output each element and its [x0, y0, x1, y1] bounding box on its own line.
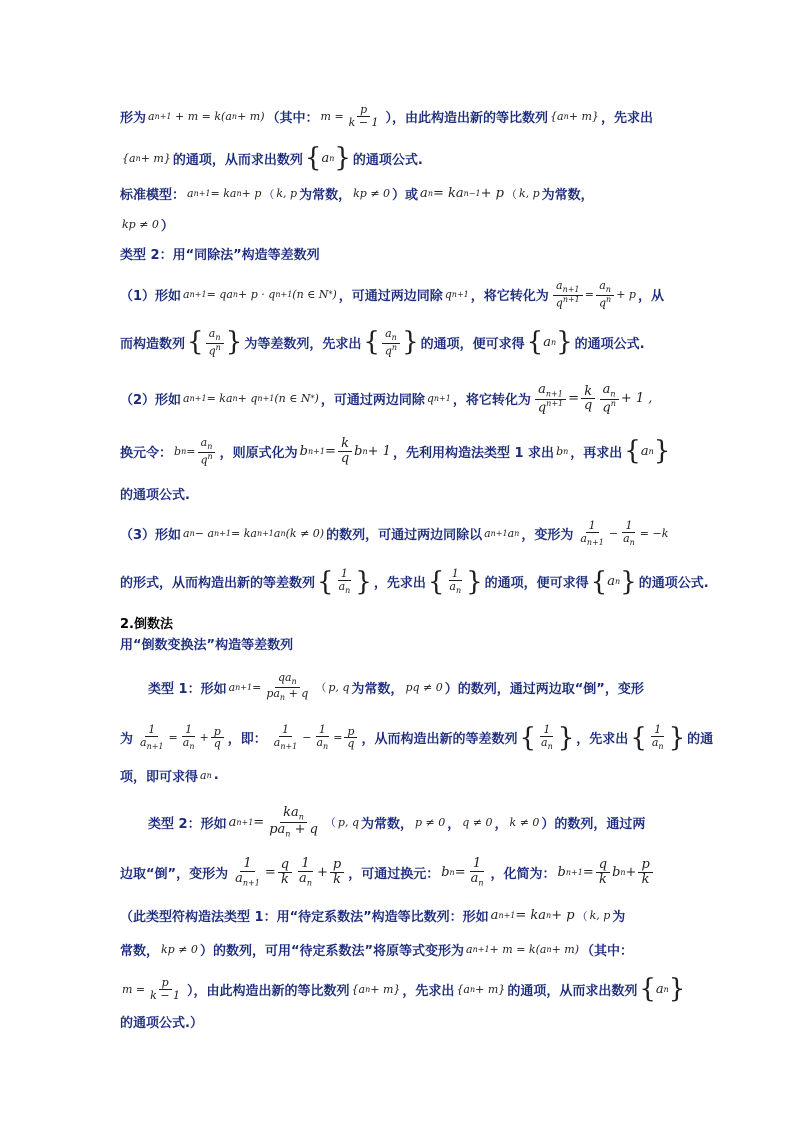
text: 而构造数列 — [120, 336, 186, 352]
text: 边取“倒”，变形为 — [120, 866, 229, 882]
text: 为 — [120, 732, 134, 748]
text-line-17 — [120, 906, 625, 925]
math: { a n } — [590, 566, 637, 597]
math: $\frac{1}{a_{n+1}}$ − $\frac{1}{a_n}$ = −k — [580, 519, 669, 547]
math: b n — [556, 444, 569, 458]
text: ，可通过两边同除 — [320, 393, 425, 409]
math: m = $\frac{p}{k - 1}$ — [122, 975, 181, 1002]
text-line-16 — [120, 857, 657, 888]
text: 的数列，可通过两边同除以 — [326, 528, 483, 544]
text: 的通 — [687, 732, 714, 748]
math: { $\frac{1}{a_n}$ } — [317, 566, 372, 597]
text: 的通项公式. — [638, 576, 709, 592]
text: ，先求出 — [576, 732, 629, 748]
math: $\frac{a_{n+1}}{q^{n+1}}$ = $\frac{k}{q}$ $\frac{a_n}{q^n}$ + 1 , — [533, 383, 653, 415]
math: {a n + m} — [550, 109, 599, 123]
text: ），由此构造出新的等比数列 — [187, 983, 350, 999]
text-line-6 — [120, 328, 645, 357]
text: 类型 2：形如 — [148, 816, 227, 832]
math: b n+1 = $\frac{q}{k}$ b n + $\frac{p}{k}$ — [558, 858, 655, 886]
math: k, p — [276, 187, 298, 200]
text: 的通项公式.） — [120, 1016, 203, 1031]
text-line-8 — [120, 437, 672, 466]
math: { a n } — [624, 436, 671, 467]
text: 为常数， — [541, 188, 594, 203]
math: a n − a n+1 = ka n+1 a n (k ≠ 0) — [183, 527, 325, 541]
text: 为 — [612, 910, 626, 925]
math: {a n + m} — [456, 982, 506, 996]
math: a n — [200, 769, 212, 782]
math: { $\frac{1}{a_n}$ } — [630, 722, 686, 753]
text: ，将它转化为 — [452, 393, 531, 409]
text-line-2 — [120, 145, 423, 171]
math: a n+1 = $\frac{ka_n}{pa_n + q}$ — [228, 805, 318, 839]
text-line-19 — [120, 976, 687, 1002]
math: b n+1 = $\frac{k}{q}$ b n + 1 — [299, 436, 391, 466]
text: 形为 — [120, 110, 147, 126]
text: ）或 — [392, 188, 419, 203]
math: { $\frac{1}{a_n}$ } — [427, 566, 483, 597]
text: （ — [505, 187, 517, 201]
text: ，可通过换元： — [348, 866, 440, 882]
text: ， — [494, 816, 508, 832]
math: k ≠ 0 — [509, 815, 540, 829]
math: m = $\frac{p}{k - 1}$ — [320, 103, 379, 129]
math: pq ≠ 0 — [405, 680, 443, 694]
text: ，将它转化为 — [470, 288, 549, 304]
text: 的通项，从而求出数列 — [172, 152, 303, 168]
text: ， — [447, 816, 461, 832]
text: 的通项，便可求得 — [420, 336, 525, 352]
math: a n+1 = ka n + p — [187, 187, 262, 200]
math: {a n + m} — [122, 151, 171, 165]
text: 的形式，从而构造出新的等差数列 — [120, 576, 316, 592]
math: {a n + m} — [351, 982, 401, 996]
text: （ — [324, 816, 336, 830]
text-line-14 — [120, 766, 219, 785]
math: a n+1 + m = k(a n + m) — [466, 943, 580, 956]
section-heading-2 — [120, 613, 173, 632]
text: （其中： — [581, 944, 634, 959]
text: （1）形如 — [120, 288, 182, 304]
text: ）的数列，通过两 — [541, 816, 646, 832]
text-line-15 — [148, 806, 645, 839]
text: ，先求出 — [402, 983, 455, 999]
text: 的通项公式. — [120, 488, 190, 503]
text-line-18 — [120, 940, 633, 959]
math: k, p — [589, 909, 611, 922]
text: （其中： — [266, 110, 319, 126]
text: （2）形如 — [120, 393, 182, 409]
math: a n+1 = qa n + p · q n+1 (n ∈ N * ) — [183, 287, 337, 301]
text: ），由此构造出新的等比数列 — [385, 110, 549, 126]
text: ，可通过两边同除 — [338, 288, 443, 304]
text-line-5 — [120, 280, 664, 309]
text: ）的数列，通过两边取“倒”，变形 — [444, 681, 644, 697]
text: ，再求出 — [570, 445, 623, 461]
text-line-20 — [120, 1012, 203, 1031]
text-line-9 — [120, 484, 190, 503]
math: q n+1 — [426, 392, 451, 406]
math: q ≠ 0 — [462, 815, 493, 829]
text: ） — [160, 219, 174, 234]
math: $\frac{1}{a_{n+1}}$ = $\frac{q}{k}$ $\frac{1}{a_n}$ + $\frac{p}{k}$ — [230, 857, 346, 888]
math: { a n } — [639, 974, 686, 1004]
math: p, q — [337, 815, 359, 829]
text-line-11 — [120, 568, 709, 595]
text: 的通项公式. — [574, 336, 645, 352]
math: a n+1 a n — [484, 527, 520, 541]
heading-text: 用“倒数变换法”构造等差数列 — [120, 638, 294, 653]
text: ，从 — [637, 288, 664, 304]
math: { $\frac{1}{a_n}$ } — [519, 722, 575, 753]
text-line-10 — [120, 520, 670, 547]
text-line-4 — [120, 215, 174, 234]
text: 常数， — [120, 944, 160, 959]
math: a n+1 + m = k(a n + m) — [148, 109, 265, 123]
text: 为等差数列，先求出 — [244, 336, 362, 352]
text: 为常数， — [361, 816, 414, 832]
math: $\frac{1}{a_{n+1}}$ = $\frac{1}{a_n}$ + $\frac{p}{q}$ — [135, 724, 226, 751]
text: （ — [315, 681, 327, 695]
text: 换元令： — [120, 445, 173, 461]
math: a n+1 = $\frac{qa_n}{pa_n + q}$ — [228, 671, 309, 702]
math: b n = $\frac{1}{a_n}$ — [441, 856, 484, 888]
math: k, p — [518, 187, 540, 200]
math: kp ≠ 0 — [161, 943, 198, 956]
text: ，先求出 — [600, 110, 653, 126]
text: ，先求出 — [373, 576, 426, 592]
math: b n = $\frac{a_n}{q^n}$ — [174, 437, 218, 466]
math: a n = ka n−1 + p — [420, 186, 504, 201]
heading-type-2 — [120, 244, 320, 263]
text-line-13 — [120, 724, 713, 751]
math: p, q — [328, 680, 350, 694]
math: a n+1 = ka n + q n+1 (n ∈ N * ) — [183, 392, 319, 406]
text-line-7 — [120, 383, 654, 415]
text: ，化简为： — [490, 866, 556, 882]
math: p ≠ 0 — [415, 815, 446, 829]
text: 的通项，从而求出数列 — [507, 983, 638, 999]
text: ，从而构造出新的等差数列 — [361, 732, 518, 748]
text: （此类型符构造法类型 1：用“待定系数法”构造等比数列：形如 — [120, 910, 489, 925]
text: 类型 1：形如 — [148, 681, 227, 697]
text: 的通项公式. — [352, 152, 423, 168]
heading-text: 类型 2：用“同除法”构造等差数列 — [120, 248, 320, 263]
text-line-3 — [120, 184, 594, 203]
section-subheading-2 — [120, 634, 293, 653]
text: 标准模型： — [120, 188, 186, 203]
text: ，则原式化为 — [219, 445, 298, 461]
text: ，先利用构造法类型 1 求出 — [392, 445, 555, 461]
text: ，变形为 — [521, 528, 574, 544]
math: $\frac{a_{n+1}}{q^{n+1}}$ = $\frac{a_n}{q^n}$ + p — [551, 280, 636, 309]
text: （ — [576, 909, 588, 923]
text: ）的数列，可用“待定系数法”将原等式变形为 — [199, 944, 465, 959]
text-line-1 — [120, 104, 653, 128]
math: kp ≠ 0 — [353, 187, 391, 200]
heading-text: 2.倒数法 — [120, 617, 173, 632]
math: a n+1 = ka n + p — [490, 908, 575, 923]
text: . — [213, 768, 219, 783]
text: 为常数， — [351, 681, 404, 697]
math: q n+1 — [444, 287, 469, 301]
math: $\frac{1}{a_{n+1}}$ − $\frac{1}{a_n}$ = $\frac{p}{q}$ — [269, 724, 360, 751]
text: 的通项，便可求得 — [484, 576, 589, 592]
text: 为常数， — [299, 188, 352, 203]
math: { a n } — [526, 327, 573, 358]
math: { $\frac{a_n}{q^n}$ } — [363, 327, 419, 358]
text: ，即： — [227, 732, 267, 748]
text: （3）形如 — [120, 528, 182, 544]
text: （ — [263, 187, 275, 201]
text: 项，即可求得 — [120, 770, 199, 785]
math: { a n } — [304, 143, 351, 173]
math: kp ≠ 0 — [122, 218, 159, 231]
text-line-12 — [148, 672, 644, 702]
math: { $\frac{a_n}{q^n}$ } — [187, 327, 243, 358]
